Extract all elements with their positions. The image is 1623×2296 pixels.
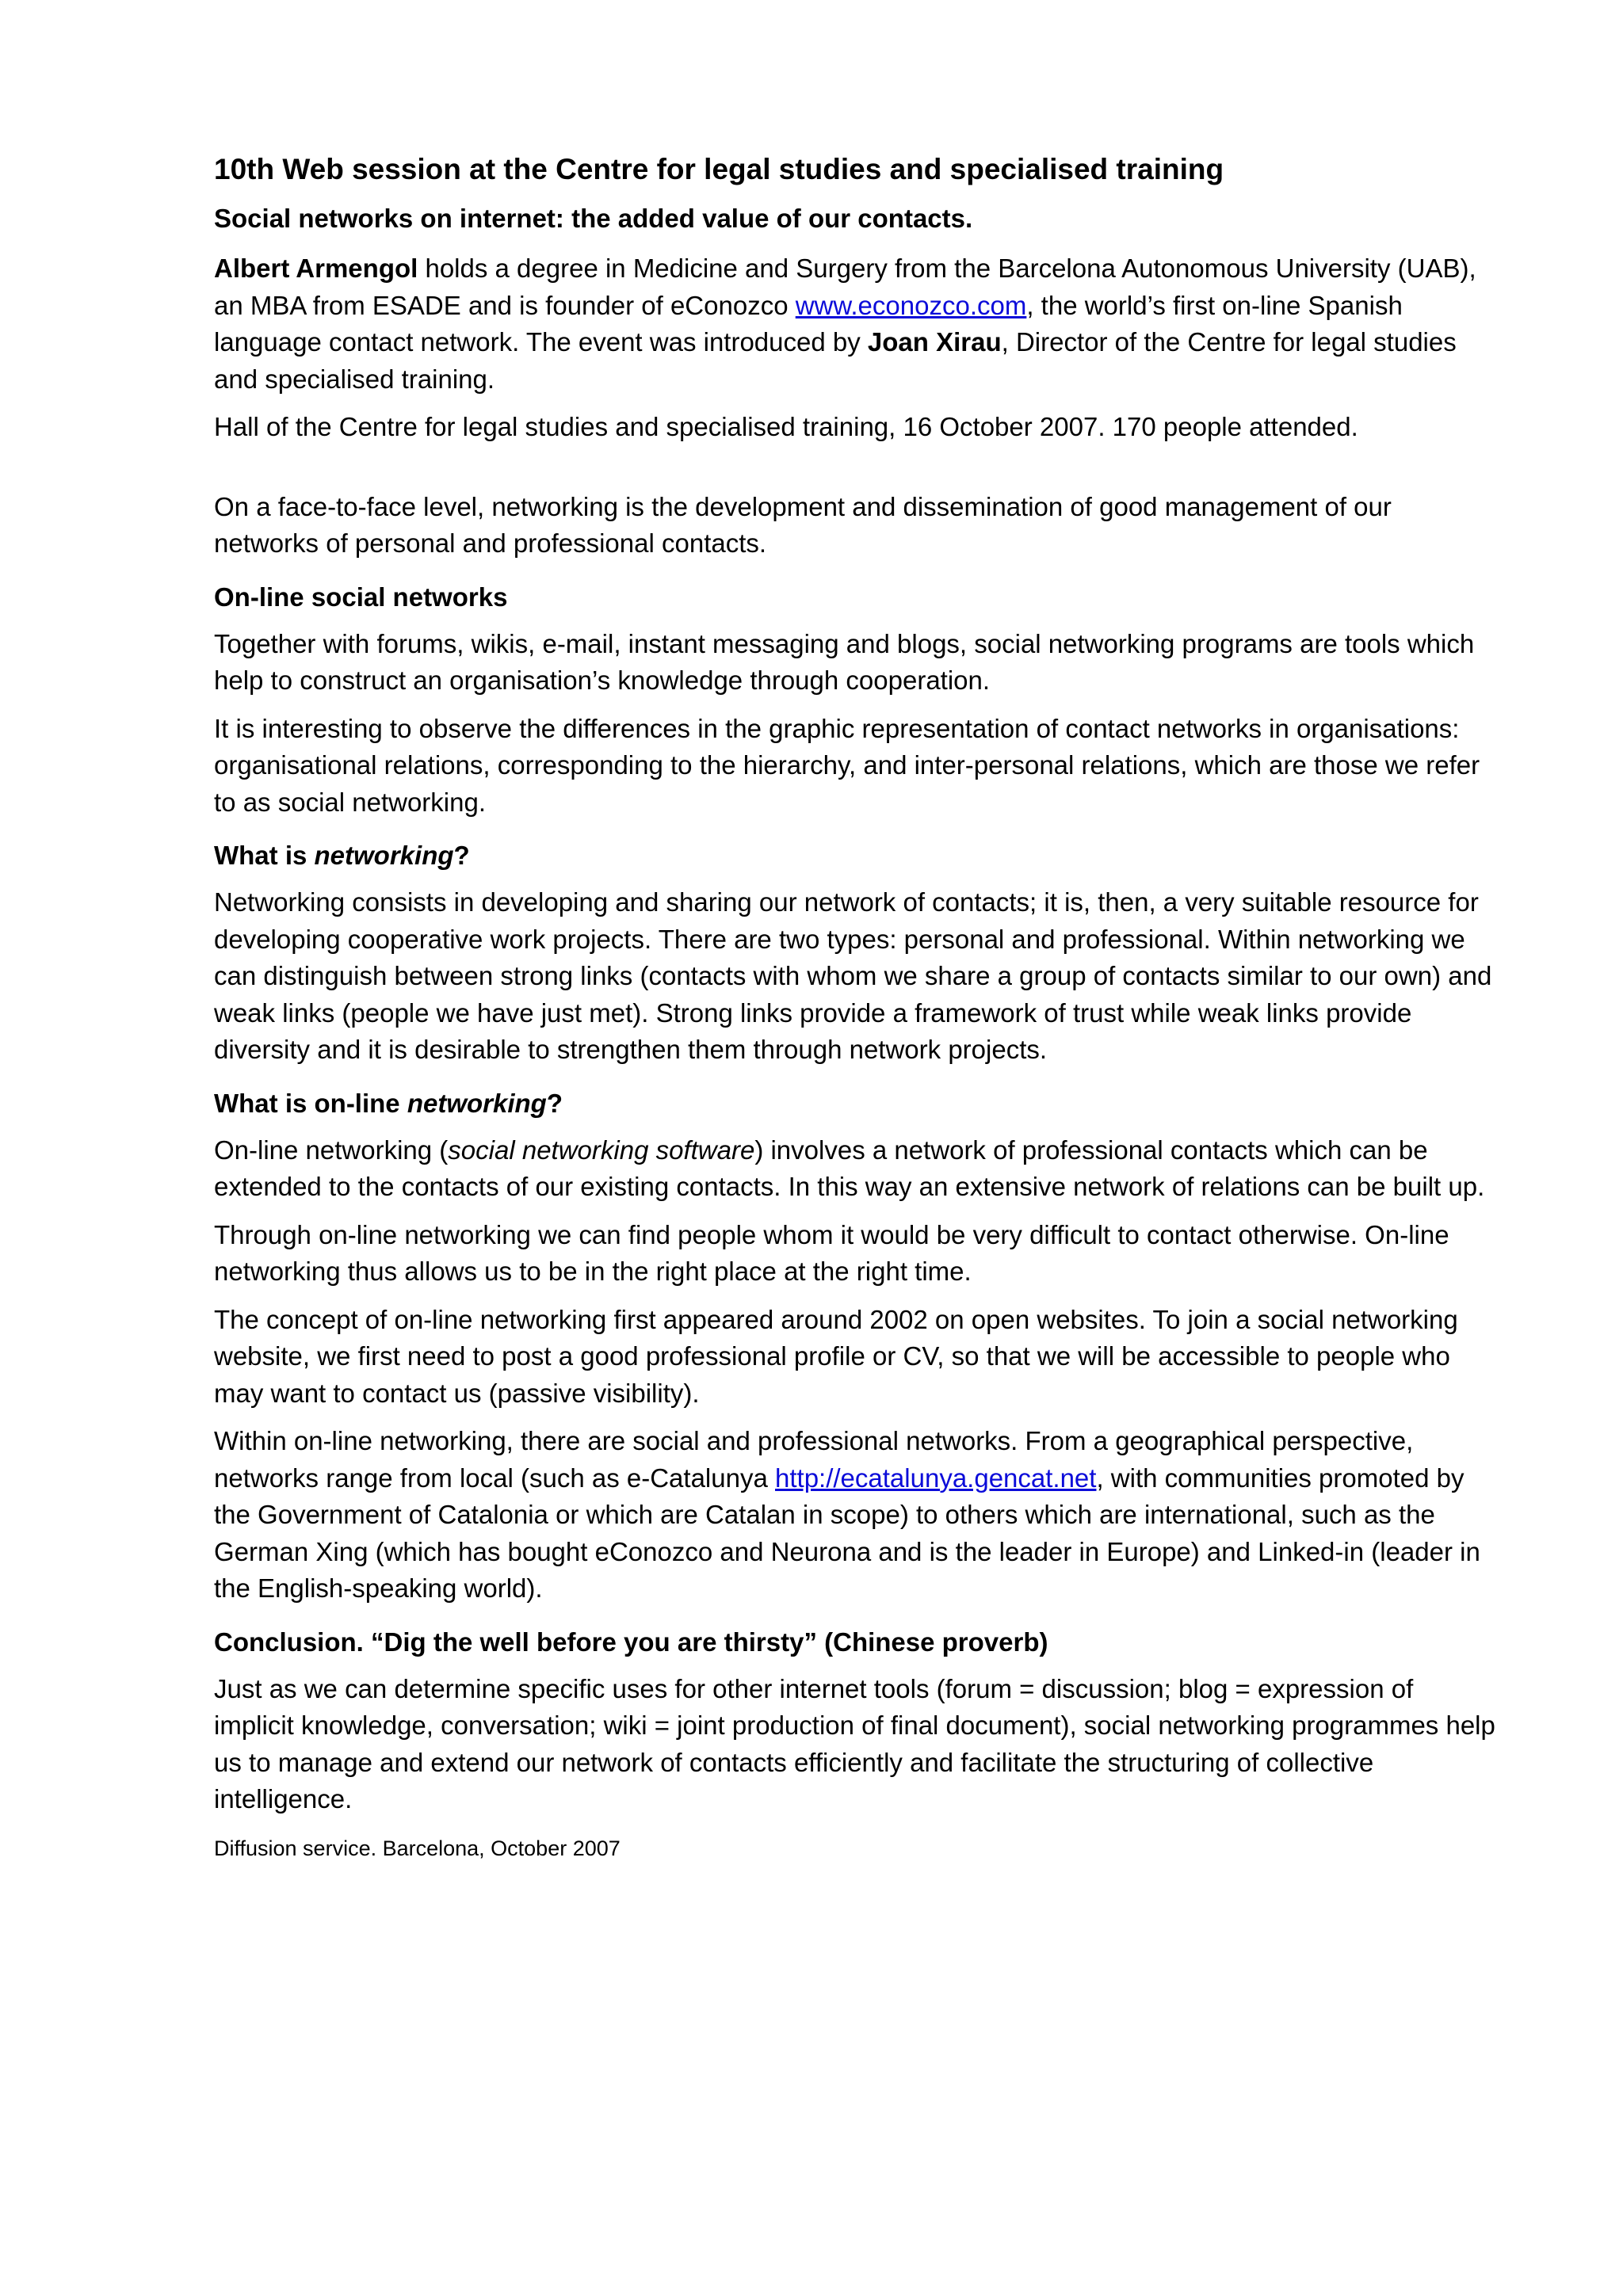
online-networking-paragraph-4 [214,1423,1498,1608]
online-social-paragraph-2: It is interesting to observe the differences in the graphic representation of contact networks in organisations: organisational relations, corresponding to the hierarchy, and inter-personal relations, which are those we refer to as social networking. [214,713,1480,817]
footer-note: Diffusion service. Barcelona, October 2007 [214,1836,621,1860]
speaker-name: Albert Armengol [214,254,418,283]
online-networking-paragraph-1 [214,1132,1498,1206]
econozco-link[interactable]: www.econozco.com [795,290,1027,320]
document-page [214,151,1498,1863]
what-is-networking-paragraph: Networking consists in developing and sharing our network of contacts; it is, then, a very suitable resource for developing cooperative work projects. There are two types: personal and professional. Within networking we can distinguish between strong links (contacts with whom we share a group of contacts similar to our own) and weak links (people we have just met). Strong links provide a framework of trust while weak links provide diversity and it is desirable to strengthen them through network projects. [214,887,1492,1064]
heading-text: What is on-line [214,1088,407,1118]
online-networking-paragraph-3: The concept of on-line networking first appeared around 2002 on open websites. To join a social networking website, we first need to post a good professional profile or CV, so that we will be accessible to people who may want to contact us (passive visibility). [214,1304,1458,1408]
intro-paragraph [214,250,1498,398]
heading-conclusion: Conclusion. “Dig the well before you are thirsty” (Chinese proverb) [214,1627,1048,1657]
paragraph-text-end: , with communities promoted by the Government of Catalonia or which are Catalan in scope) to others which are international, such as the German Xing (which has bought eConozco and Neurona and is the leader in Europe) and Linked-in (leader in the English-speaking world). [214,1463,1480,1603]
online-social-paragraph-1: Together with forums, wikis, e-mail, instant messaging and blogs, social networking programs are tools which help to construct an organisation’s knowledge through cooperation. [214,628,1475,695]
paragraph-emphasis: social networking software [448,1135,755,1165]
heading-what-is-online-networking [214,1086,1498,1121]
heading-online-social-networks: On-line social networks [214,582,508,612]
intro-text-1: holds a degree in Medicine and Surgery from the Barcelona Autonomous University (UAB), an MBA from ESADE and is founder of eConozco [214,254,1476,320]
heading-text: What is [214,841,315,870]
document-subtitle: Social networks on internet: the added value of our contacts. [214,204,973,233]
online-networking-paragraph-2: Through on-line networking we can find people whom it would be very difficult to contact otherwise. On-line networking thus allows us to be in the right place at the right time. [214,1219,1449,1286]
lead-paragraph: On a face-to-face level, networking is the development and dissemination of good management of our networks of personal and professional contacts. [214,491,1392,558]
heading-emphasis: networking [407,1088,547,1118]
intro-text-3: , Director of the Centre for legal studies and specialised training. [214,327,1457,394]
conclusion-paragraph: Just as we can determine specific uses for other internet tools (forum = discussion; blog = expression of implicit knowledge, conversation; wiki = joint production of final document), social networking programmes help us to manage and extend our network of contacts efficiently and facilitate the structuring of collective intelligence. [214,1673,1495,1814]
paragraph-text: Within on-line networking, there are social and professional networks. From a geographical perspective, networks range from local (such as e-Catalunya [214,1426,1414,1493]
heading-emphasis: networking [314,841,454,870]
heading-text-end: ? [453,841,470,870]
paragraph-text: On-line networking ( [214,1135,449,1165]
heading-what-is-networking [214,838,1498,873]
ecatalunya-link[interactable]: http://ecatalunya.gencat.net [775,1463,1097,1493]
introducer-name: Joan Xirau [867,327,1002,357]
venue-paragraph: Hall of the Centre for legal studies and specialised training, 16 October 2007. 170 people attended. [214,412,1358,441]
heading-text-end: ? [546,1088,563,1118]
document-title: 10th Web session at the Centre for legal studies and specialised training [214,153,1224,185]
intro-text-2: , the world’s first on-line Spanish language contact network. The event was introduced by [214,290,1403,357]
paragraph-text-end: ) involves a network of professional contacts which can be extended to the contacts of our existing contacts. In this way an extensive network of relations can be built up. [214,1135,1485,1201]
